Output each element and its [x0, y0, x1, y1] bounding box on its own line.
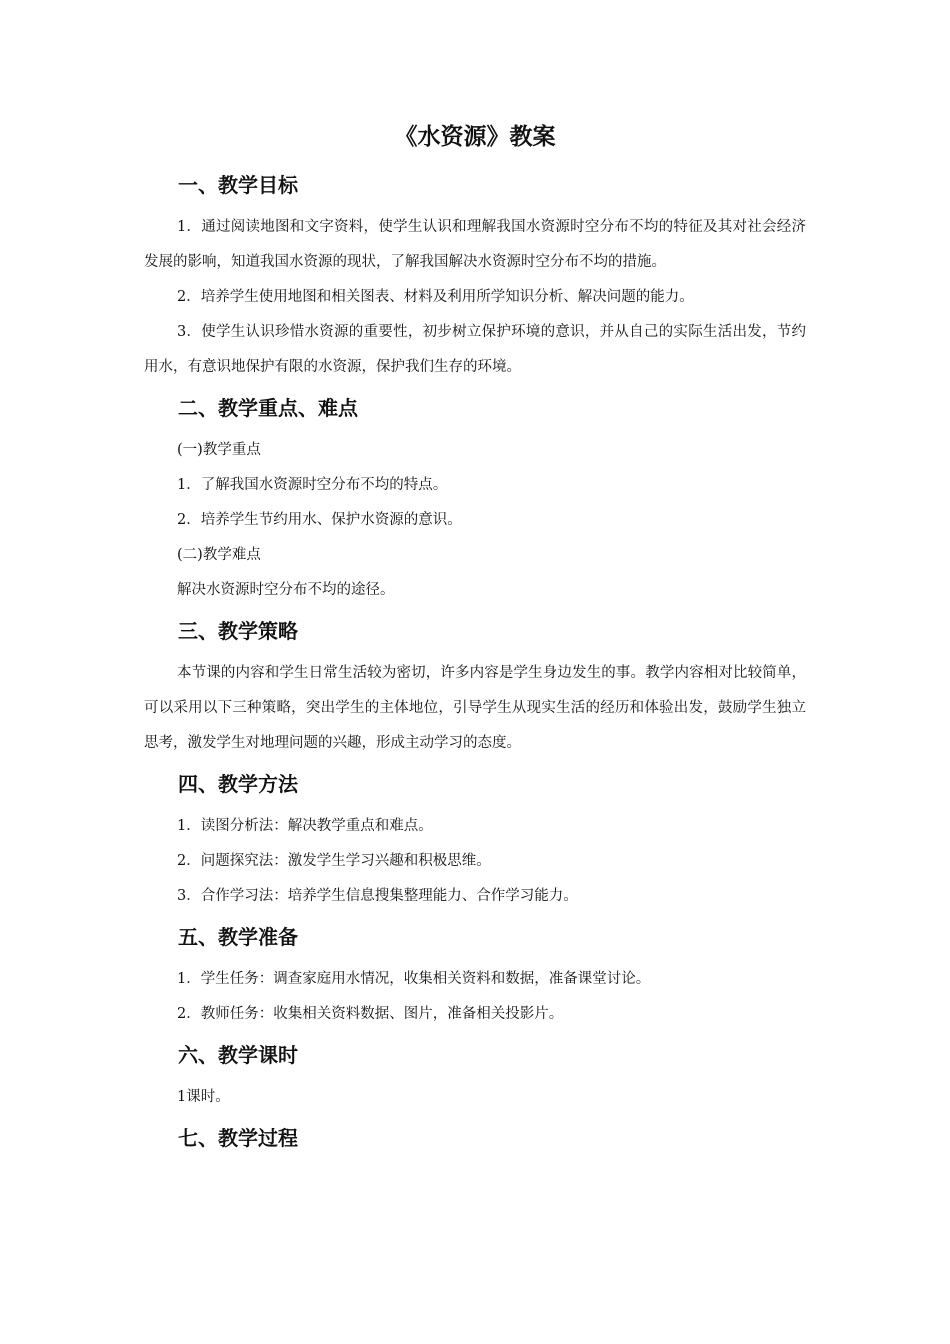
section-heading-strategy: 三、教学策略: [178, 619, 298, 643]
section-heading-preparation: 五、教学准备: [178, 925, 298, 949]
key-point-item-1: 1．了解我国水资源时空分布不均的特点。: [177, 477, 448, 493]
document-body: [144, 170, 806, 1163]
method-item-2: 2．问题探究法：激发学生学习兴趣和积极思维。: [177, 853, 491, 869]
strategy-paragraph: 本节课的内容和学生日常生活较为密切，许多内容是学生身边发生的事。教学内容相对比较简单，可以采用以下三种策略，突出学生的主体地位，引导学生从现实生活的经历和体验出发，鼓励学生独立思考，激发学生对地理问题的兴趣，形成主动学习的态度。: [144, 665, 806, 751]
key-point-item-2: 2．培养学生节约用水、保护水资源的意识。: [177, 512, 462, 528]
objective-item-1: 1．通过阅读地图和文字资料，使学生认识和理解我国水资源时空分布不均的特征及其对社会经济发展的影响，知道我国水资源的现状，了解我国解决水资源时空分布不均的措施。: [144, 219, 806, 270]
preparation-item-1: 1．学生任务：调查家庭用水情况，收集相关资料和数据，准备课堂讨论。: [177, 971, 651, 987]
difficulty-item-1: 解决水资源时空分布不均的途径。: [177, 582, 395, 598]
objective-item-3: 3．使学生认识珍惜水资源的重要性，初步树立保护环境的意识，并从自己的实际生活出发，节约用水，有意识地保护有限的水资源，保护我们生存的环境。: [144, 324, 806, 375]
document-title: 《水资源》教案: [394, 124, 556, 150]
class-hours-text: 1课时。: [177, 1089, 230, 1105]
section-heading-process: 七、教学过程: [178, 1126, 298, 1150]
section-heading-objectives: 一、教学目标: [178, 173, 298, 197]
section-heading-class-hours: 六、教学课时: [178, 1043, 298, 1067]
preparation-item-2: 2．教师任务：收集相关资料数据、图片，准备相关投影片。: [177, 1006, 564, 1022]
method-item-3: 3．合作学习法：培养学生信息搜集整理能力、合作学习能力。: [177, 888, 578, 904]
section-heading-key-points: 二、教学重点、难点: [178, 396, 358, 420]
subheading-difficulties: (二)教学难点: [177, 547, 261, 563]
method-item-1: 1．读图分析法：解决教学重点和难点。: [177, 818, 433, 834]
section-heading-methods: 四、教学方法: [178, 772, 298, 796]
subheading-key-points: (一)教学重点: [177, 442, 261, 458]
objective-item-2: 2．培养学生使用地图和相关图表、材料及利用所学知识分析、解决问题的能力。: [177, 289, 694, 305]
